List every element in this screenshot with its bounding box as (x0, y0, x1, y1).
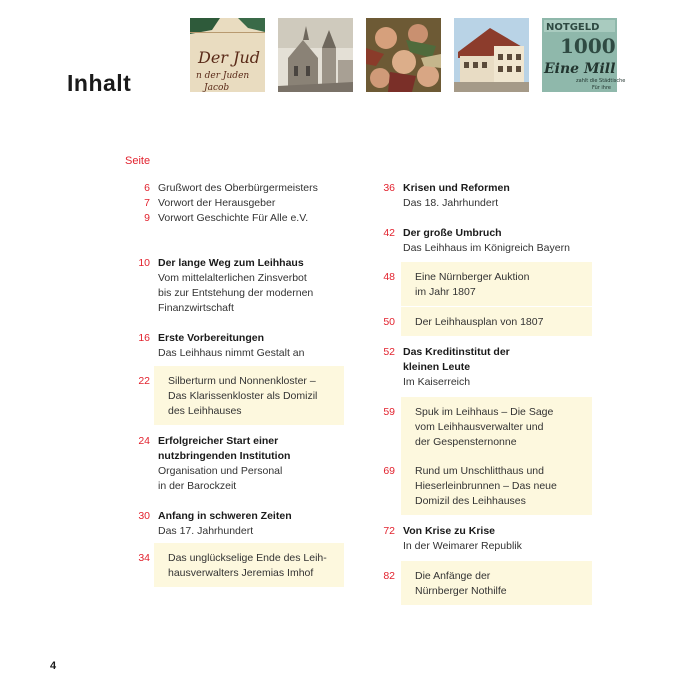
toc-page-number: 48 (383, 271, 395, 283)
toc-entry[interactable] (126, 509, 344, 539)
toc-entry[interactable] (126, 434, 344, 494)
toc-entry[interactable] (126, 256, 344, 316)
toc-entry[interactable] (371, 270, 592, 300)
toc-page-number: 82 (383, 570, 395, 582)
toc-entry[interactable] (371, 569, 592, 599)
notgeld-value-text: 1000 (560, 34, 616, 58)
toc-entry-subtitle: Domizil des Leihhauses (415, 495, 526, 507)
toc-entry-subtitle: Finanzwirtschaft (158, 302, 234, 314)
toc-entry-subtitle: Das 17. Jahrhundert (158, 525, 254, 537)
toc-entry[interactable] (371, 315, 592, 330)
toc-entry[interactable] (371, 464, 592, 509)
toc-entry-text (158, 256, 313, 316)
toc-entry-subtitle: des Leihhauses (168, 405, 242, 417)
toc-entry-text (403, 524, 522, 554)
house-photo-thumbnail (454, 18, 529, 92)
toc-entry-text (403, 345, 510, 390)
toc-entry-title: Anfang in schweren Zeiten (158, 510, 292, 522)
toc-entry[interactable] (126, 181, 344, 196)
toc-entry-subtitle: In der Weimarer Republik (403, 540, 522, 552)
manuscript-script-line-1: Der Jud (198, 48, 260, 67)
toc-entry-text (158, 181, 318, 196)
toc-entry[interactable] (371, 524, 592, 554)
toc-entry-text (415, 315, 543, 330)
toc-entry-title: Der große Umbruch (403, 227, 502, 239)
toc-page-number: 9 (144, 212, 150, 224)
toc-page-number: 52 (383, 346, 395, 358)
toc-page-number: 34 (138, 552, 150, 564)
toc-entry[interactable] (371, 345, 592, 390)
toc-entry-subtitle: Im Kaiserreich (403, 376, 471, 388)
toc-entry-subtitle: der Gespensternonne (415, 436, 517, 448)
toc-page-number: 22 (138, 375, 150, 387)
notgeld-banknote-thumbnail (542, 18, 626, 92)
church-engraving-thumbnail (278, 18, 353, 92)
toc-entry[interactable] (126, 211, 344, 226)
toc-entry-title: nutzbringenden Institution (158, 450, 291, 462)
toc-entry-subtitle: Vom mittelalterlichen Zinsverbot (158, 272, 307, 284)
painting-figures-thumbnail (366, 18, 441, 92)
toc-entry-subtitle: Hieserleinbrunnen – Das neue (415, 480, 557, 492)
toc-page-number: 7 (144, 197, 150, 209)
toc-entry-title: Krisen und Reformen (403, 182, 510, 194)
toc-entry-subtitle: hausverwalters Jeremias Imhof (168, 567, 314, 579)
toc-entry-title: kleinen Leute (403, 361, 471, 373)
toc-page-number: 50 (383, 316, 395, 328)
toc-entry-subtitle: Vorwort der Herausgeber (158, 197, 276, 209)
toc-entry-title: Erfolgreicher Start einer (158, 435, 279, 447)
toc-entry-text (415, 464, 557, 509)
toc-entry-title: Erste Vorbereitungen (158, 332, 264, 344)
toc-entry-subtitle: bis zur Entstehung der modernen (158, 287, 314, 299)
toc-entry[interactable] (126, 374, 344, 419)
toc-entry-subtitle: Nürnberger Nothilfe (415, 585, 507, 597)
manuscript-script-line-2: n der Juden (196, 71, 250, 81)
toc-page-number: 72 (383, 525, 395, 537)
toc-entry-subtitle: Spuk im Leihhaus – Die Sage (415, 406, 554, 418)
seite-label: Seite (125, 155, 151, 167)
toc-entry-subtitle: Eine Nürnberger Auktion (415, 271, 530, 283)
manuscript-script-line-3: Jacob (204, 83, 230, 93)
toc-entry-text (158, 509, 292, 539)
notgeld-banner-text: NOTGELD (546, 22, 600, 33)
toc-entry-text (158, 434, 290, 494)
toc-entry-subtitle: Das 18. Jahrhundert (403, 197, 499, 209)
toc-entry-subtitle: Das unglückselige Ende des Leih- (168, 552, 327, 564)
toc-page-number: 42 (383, 227, 395, 239)
toc-entry-text (415, 405, 553, 450)
toc-page-number: 69 (383, 465, 395, 477)
toc-entry-text (403, 181, 510, 211)
toc-entry[interactable] (371, 181, 592, 211)
toc-page-number: 36 (383, 182, 395, 194)
toc-entry-subtitle: im Jahr 1807 (415, 286, 476, 298)
toc-entry-text (415, 270, 529, 300)
toc-entry-text (168, 551, 327, 581)
toc-entry[interactable] (126, 551, 344, 581)
toc-entry[interactable] (126, 331, 344, 361)
toc-entry-subtitle: Silberturm und Nonnenkloster – (168, 375, 316, 387)
toc-entry-text (403, 226, 570, 256)
toc-entry-subtitle: Das Leihhaus im Königreich Bayern (403, 242, 570, 254)
toc-entry-title: Der lange Weg zum Leihhaus (158, 257, 304, 269)
toc-entry-subtitle: Rund um Unschlitthaus und (415, 465, 544, 477)
toc-page-number: 24 (138, 435, 150, 447)
toc-entry[interactable] (126, 196, 344, 211)
toc-entry-text (158, 331, 305, 361)
toc-entry-subtitle: Organisation und Personal (158, 465, 283, 477)
toc-page-number: 16 (138, 332, 150, 344)
toc-page-number: 30 (138, 510, 150, 522)
page-number: 4 (50, 660, 57, 672)
toc-entry-subtitle: vom Leihhausverwalter und (415, 421, 544, 433)
toc-entry-subtitle: in der Barockzeit (158, 480, 237, 492)
toc-entry-title: Das Kreditinstitut der (403, 346, 510, 358)
toc-entry-subtitle: Die Anfänge der (415, 570, 491, 582)
toc-entry-subtitle: Vorwort Geschichte Für Alle e.V. (158, 212, 309, 224)
toc-entry-title: Von Krise zu Krise (403, 525, 495, 537)
toc-page-number: 59 (383, 406, 395, 418)
toc-entry-text (168, 374, 317, 419)
toc-entry-subtitle: Der Leihhausplan von 1807 (415, 316, 544, 328)
notgeld-script-text: Eine Mill (544, 61, 616, 77)
toc-entry-text (158, 196, 275, 211)
toc-entry-subtitle: Grußwort des Oberbürgermeisters (158, 182, 318, 194)
manuscript-thumbnail (190, 18, 265, 92)
toc-entry[interactable] (371, 226, 592, 256)
page-title: Inhalt (67, 70, 132, 96)
notgeld-small-text: zahlt die Städtische (576, 78, 626, 84)
toc-entry-text (415, 569, 507, 599)
toc-entry-subtitle: Das Leihhaus nimmt Gestalt an (158, 347, 305, 359)
toc-entry-text (158, 211, 308, 226)
toc-page-number: 6 (144, 182, 150, 194)
toc-entry[interactable] (371, 405, 592, 450)
toc-page-number: 10 (138, 257, 150, 269)
toc-entry-subtitle: Das Klarissenkloster als Domizil (168, 390, 318, 402)
notgeld-small-text-2: Für ihre (592, 85, 611, 91)
